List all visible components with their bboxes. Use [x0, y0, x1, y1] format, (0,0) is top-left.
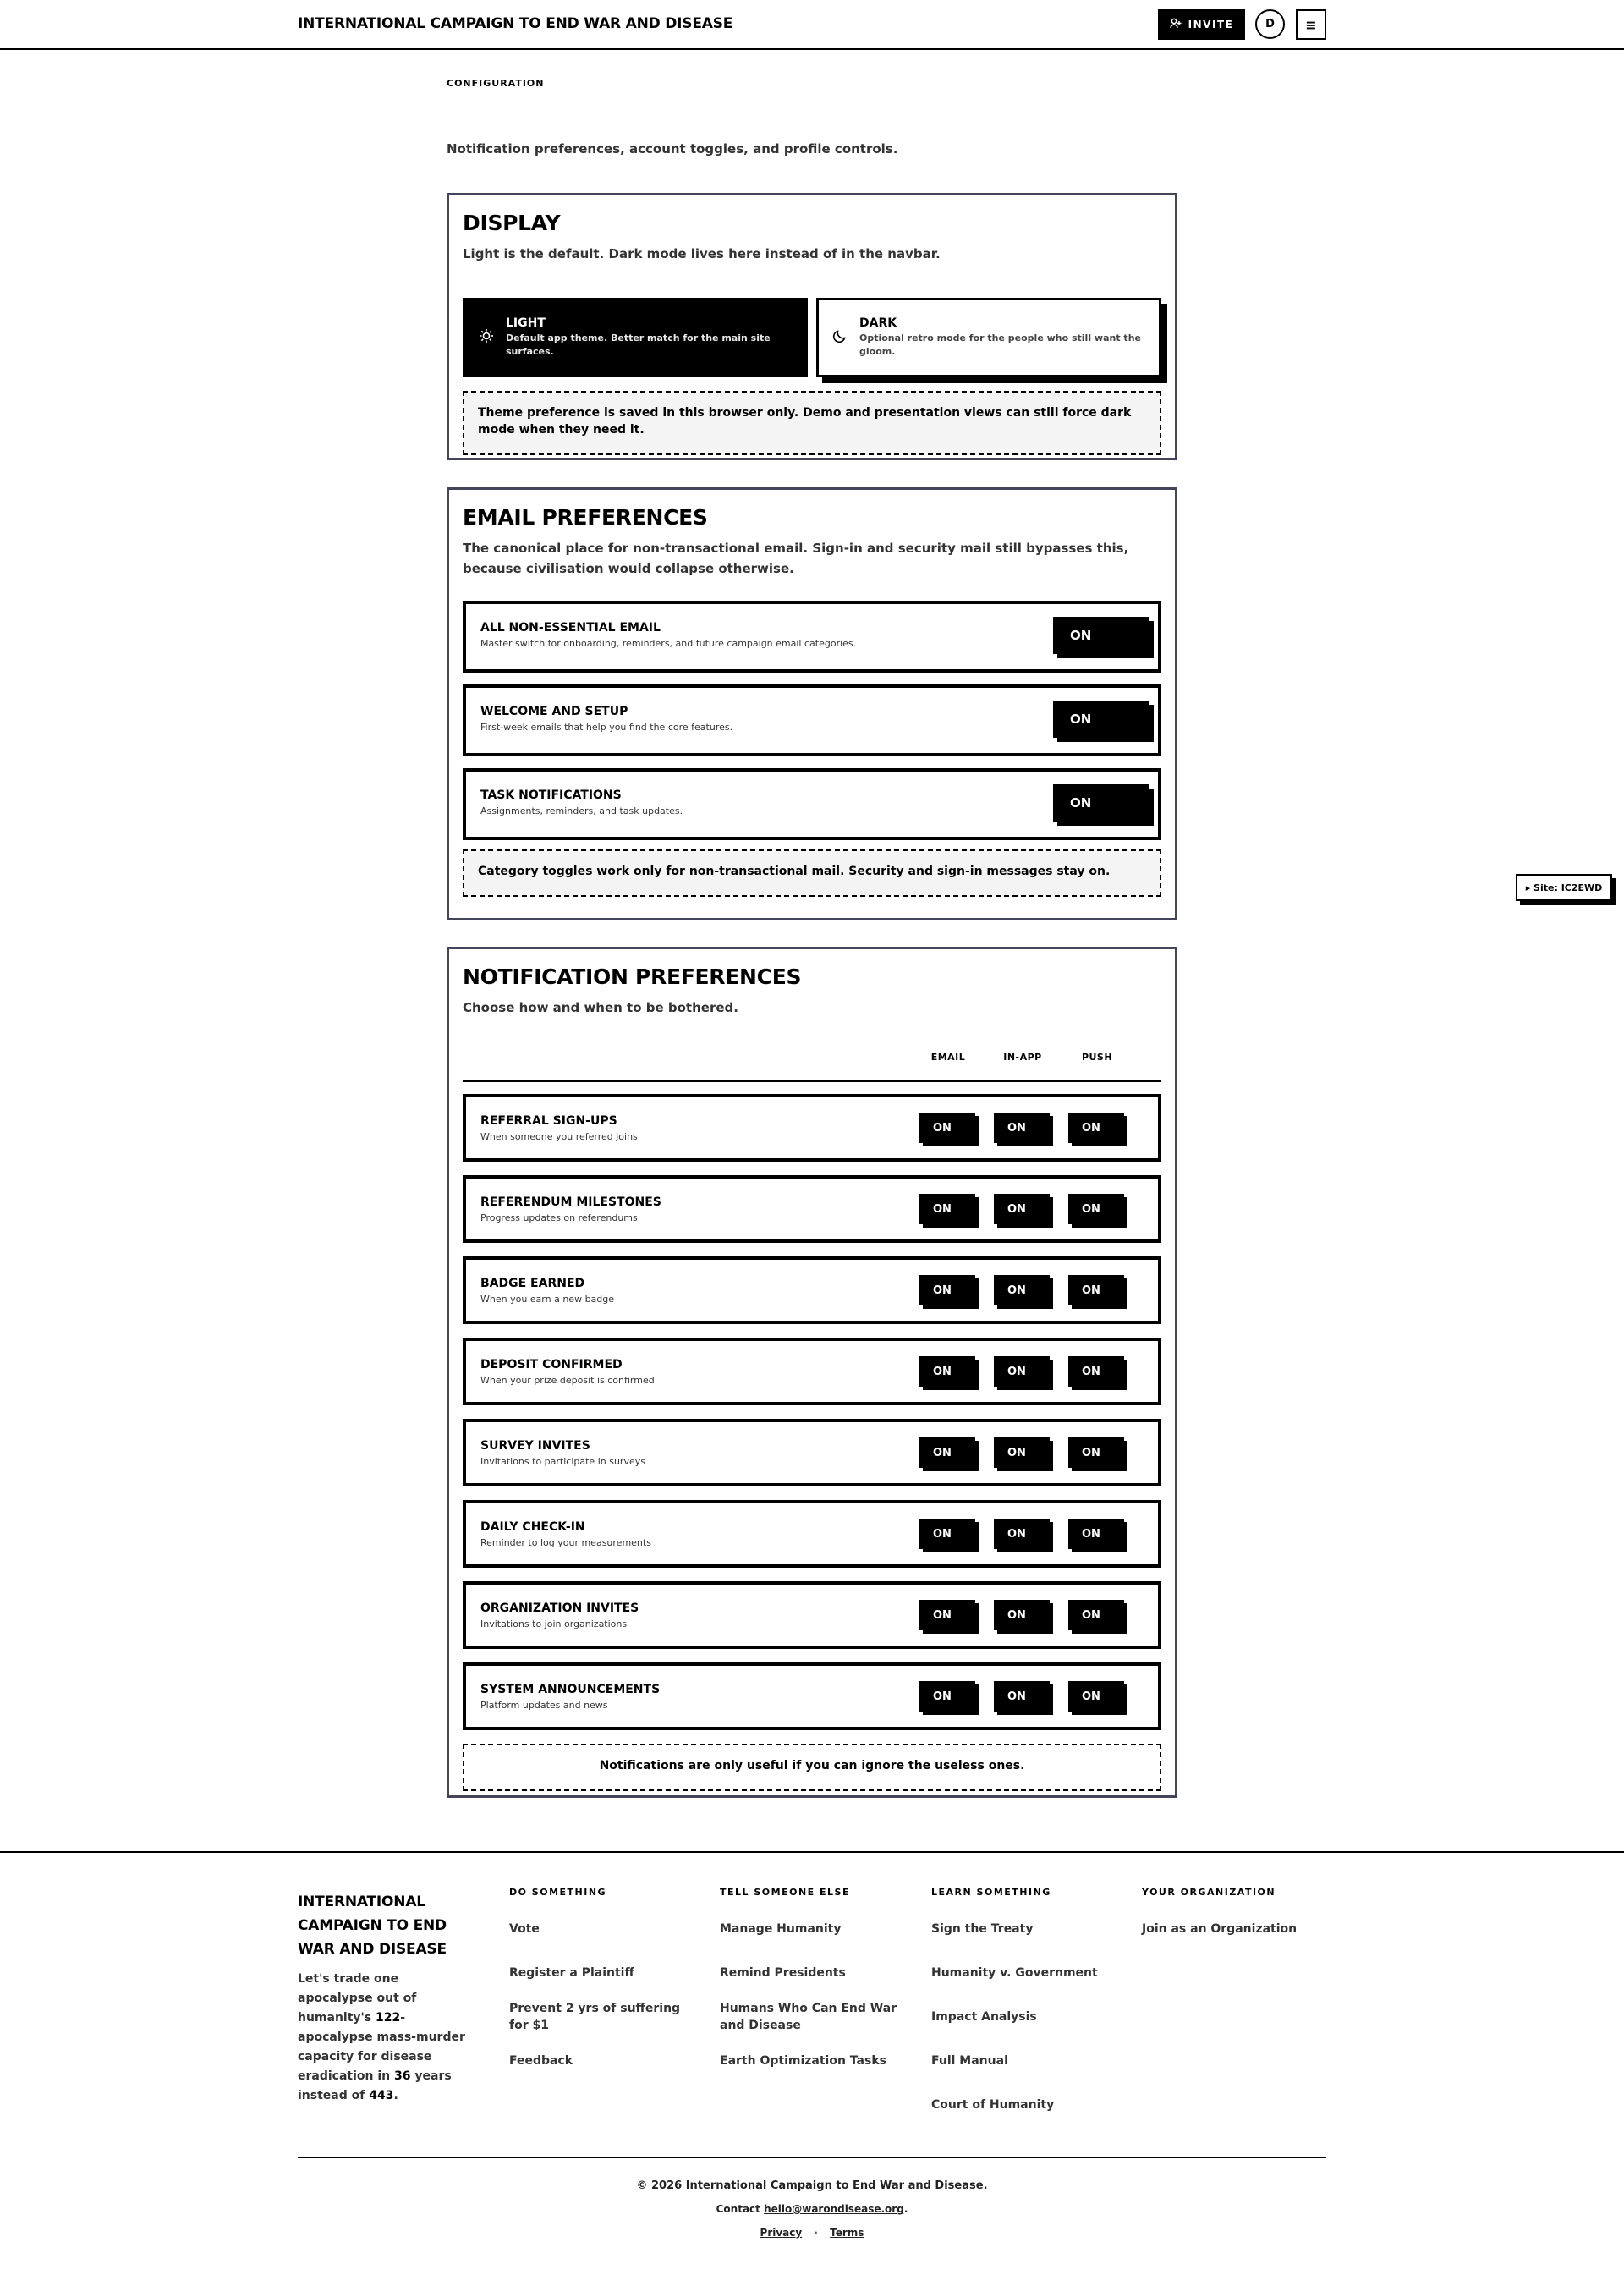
notification-row — [463, 1581, 1161, 1649]
email-toggle-welcome-setup[interactable]: ON — [1053, 701, 1149, 738]
footer-link-vote[interactable]: Vote — [509, 1922, 540, 1936]
notification-row — [463, 1338, 1161, 1405]
moon-icon — [832, 328, 848, 347]
notification-toggle-push[interactable]: ON — [1068, 1113, 1124, 1143]
notification-toggle-push[interactable]: ON — [1068, 1194, 1124, 1224]
privacy-link[interactable]: Privacy — [760, 2227, 803, 2239]
notification-rows — [463, 1094, 1161, 1730]
notification-row-title: BADGE EARNED — [480, 1277, 585, 1290]
notification-row — [463, 1256, 1161, 1324]
tagline-text: years instead of — [298, 2069, 452, 2102]
display-description: Light is the default. Dark mode lives here instead of in the navbar. — [463, 246, 941, 261]
notification-row — [463, 1094, 1161, 1162]
tagline-text: Let's trade one apocalypse out of humanity's — [298, 1972, 417, 2025]
notification-toggle-in-app[interactable]: ON — [994, 1519, 1050, 1549]
theme-dark-title: DARK — [859, 316, 897, 330]
add-user-icon — [1170, 18, 1182, 32]
theme-option-light[interactable] — [463, 298, 808, 377]
contact-prefix: Contact — [716, 2203, 765, 2215]
notification-toggle-in-app[interactable]: ON — [994, 1356, 1050, 1387]
footer-column-do-something — [509, 1887, 695, 2068]
tagline-text: . — [393, 2089, 398, 2102]
contact-suffix: . — [903, 2203, 908, 2215]
email-toggle-task-notifications[interactable]: ON — [1053, 784, 1149, 822]
email-preferences-card — [447, 487, 1177, 920]
notification-toggle-push[interactable]: ON — [1068, 1356, 1124, 1387]
notifications-description: Choose how and when to be bothered. — [463, 1000, 738, 1015]
top-navbar — [0, 0, 1624, 50]
column-header-push: PUSH — [1081, 1052, 1113, 1063]
notification-toggle-email[interactable]: ON — [919, 1437, 975, 1468]
theme-light-subtitle: Default app theme. Better match for the main site surfaces. — [506, 332, 771, 357]
notification-toggle-in-app[interactable]: ON — [994, 1275, 1050, 1305]
site-badge[interactable]: ▸ Site: IC2EWD — [1516, 874, 1612, 901]
email-description: The canonical place for non-transactional email. Sign-in and security mail still bypasses this, because civilisation would collapse otherwise. — [463, 541, 1129, 576]
notifications-title: NOTIFICATION PREFERENCES — [463, 964, 802, 989]
notification-row-title: SURVEY INVITES — [480, 1439, 590, 1453]
notification-toggle-email[interactable]: ON — [919, 1194, 975, 1224]
footer-link-prevent-suffering[interactable]: Prevent 2 yrs of suffering for $1 — [509, 2002, 681, 2032]
footer-link-sign-treaty[interactable]: Sign the Treaty — [931, 1922, 1034, 1936]
notifications-column-headers — [463, 1047, 1161, 1082]
notification-row-title: REFERENDUM MILESTONES — [480, 1195, 661, 1209]
footer-link-humans-who-can[interactable]: Humans Who Can End War and Disease — [720, 2002, 897, 2032]
tagline-text: -apocalypse mass-murder capacity for disease eradication in — [298, 2011, 465, 2083]
column-header-in-app: IN-APP — [1003, 1052, 1042, 1063]
display-card — [447, 193, 1177, 460]
menu-button[interactable] — [1296, 9, 1326, 40]
theme-dark-subtitle: Optional retro mode for the people who still want the gloom. — [859, 332, 1141, 357]
footer-brand[interactable]: INTERNATIONAL CAMPAIGN TO END WAR AND DISEASE — [298, 1893, 447, 1958]
footer-link-humanity-v-government[interactable]: Humanity v. Government — [931, 1966, 1098, 1980]
tagline-number: 122 — [376, 2011, 401, 2025]
notification-toggle-in-app[interactable]: ON — [994, 1113, 1050, 1143]
email-row-title: TASK NOTIFICATIONS — [480, 789, 622, 802]
footer-column-your-organization — [1142, 1887, 1328, 1936]
notification-row — [463, 1175, 1161, 1243]
footer-link-join-organization[interactable]: Join as an Organization — [1142, 1922, 1298, 1936]
theme-options — [463, 298, 1161, 377]
footer — [0, 1851, 1624, 2275]
notification-row-title: REFERRAL SIGN-UPS — [480, 1114, 617, 1128]
notification-row-subtitle: When your prize deposit is confirmed — [480, 1375, 655, 1386]
notification-toggle-email[interactable]: ON — [919, 1681, 975, 1712]
notification-row-subtitle: When someone you referred joins — [480, 1131, 638, 1142]
email-toggle-all-non-essential[interactable]: ON — [1053, 617, 1149, 654]
notification-row-subtitle: When you earn a new badge — [480, 1294, 615, 1305]
notification-row-title: SYSTEM ANNOUNCEMENTS — [480, 1683, 661, 1696]
footer-link-impact-analysis[interactable]: Impact Analysis — [931, 2010, 1037, 2024]
footer-link-feedback[interactable]: Feedback — [509, 2054, 573, 2068]
notification-toggle-push[interactable]: ON — [1068, 1275, 1124, 1305]
notification-row-title: ORGANIZATION INVITES — [480, 1602, 639, 1615]
site-brand[interactable]: INTERNATIONAL CAMPAIGN TO END WAR AND DISEASE — [298, 15, 733, 32]
notification-row — [463, 1419, 1161, 1486]
hamburger-icon: ≡ — [1305, 16, 1317, 33]
display-title: DISPLAY — [463, 211, 561, 235]
footer-link-full-manual[interactable]: Full Manual — [931, 2054, 1008, 2068]
notification-row-title: DEPOSIT CONFIRMED — [480, 1358, 623, 1371]
footer-column-learn-something — [931, 1887, 1117, 2112]
footer-contact — [0, 2203, 1624, 2215]
footer-column-tell-someone-else — [720, 1887, 906, 2068]
email-row-all-non-essential — [463, 601, 1161, 673]
notification-row-subtitle: Invitations to join organizations — [480, 1618, 628, 1629]
notification-toggle-in-app[interactable]: ON — [994, 1600, 1050, 1630]
notification-toggle-email[interactable]: ON — [919, 1275, 975, 1305]
notification-toggle-email[interactable]: ON — [919, 1600, 975, 1630]
notification-toggle-push[interactable]: ON — [1068, 1600, 1124, 1630]
email-rows — [463, 601, 1161, 840]
notification-row — [463, 1662, 1161, 1730]
email-row-subtitle: First-week emails that help you find the core features. — [480, 722, 733, 733]
page-header — [447, 78, 1177, 157]
footer-tagline — [298, 1970, 467, 2106]
email-note: Category toggles work only for non-transactional mail. Security and sign-in messages stay on. — [463, 849, 1161, 897]
notifications-note: Notifications are only useful if you can ignore the useless ones. — [463, 1744, 1161, 1791]
notification-toggle-push[interactable]: ON — [1068, 1681, 1124, 1712]
footer-column-heading: DO SOMETHING — [509, 1887, 607, 1898]
sun-icon — [479, 328, 494, 347]
email-title: EMAIL PREFERENCES — [463, 505, 708, 530]
notification-row-subtitle: Reminder to log your measurements — [480, 1537, 651, 1548]
footer-link-register-plaintiff[interactable]: Register a Plaintiff — [509, 1966, 634, 1980]
notification-row-title: DAILY CHECK-IN — [480, 1520, 585, 1534]
legal-separator: · — [814, 2227, 818, 2239]
footer-link-remind-presidents[interactable]: Remind Presidents — [720, 1966, 846, 1980]
notification-toggle-in-app[interactable]: ON — [994, 1681, 1050, 1712]
notification-toggle-push[interactable]: ON — [1068, 1437, 1124, 1468]
notification-toggle-in-app[interactable]: ON — [994, 1194, 1050, 1224]
column-header-email: EMAIL — [930, 1052, 966, 1063]
email-row-task-notifications — [463, 768, 1161, 840]
notification-row — [463, 1500, 1161, 1568]
notification-toggle-email[interactable]: ON — [919, 1113, 975, 1143]
footer-copyright: © 2026 International Campaign to End War and Disease. — [636, 2179, 988, 2192]
footer-link-court-of-humanity[interactable]: Court of Humanity — [931, 2098, 1055, 2112]
email-row-title: ALL NON-ESSENTIAL EMAIL — [480, 621, 661, 635]
invite-button[interactable] — [1158, 9, 1245, 40]
display-note: Theme preference is saved in this browser only. Demo and presentation views can still force dark mode when they need it. — [463, 391, 1161, 455]
footer-link-manage-humanity[interactable]: Manage Humanity — [720, 1922, 842, 1936]
footer-column-heading: YOUR ORGANIZATION — [1142, 1887, 1276, 1898]
notification-row-subtitle: Invitations to participate in surveys — [480, 1456, 645, 1467]
email-row-subtitle: Assignments, reminders, and task updates. — [480, 805, 683, 816]
footer-column-heading: LEARN SOMETHING — [931, 1887, 1051, 1898]
notification-toggle-email[interactable]: ON — [919, 1356, 975, 1387]
tagline-number: 36 — [394, 2069, 411, 2083]
email-row-subtitle: Master switch for onboarding, reminders, and future campaign email categories. — [480, 638, 857, 649]
contact-email-link[interactable]: hello@warondisease.org — [764, 2203, 904, 2215]
email-row-welcome-setup — [463, 684, 1161, 756]
theme-option-dark[interactable] — [816, 298, 1161, 377]
terms-link[interactable]: Terms — [830, 2227, 864, 2239]
footer-legal-links — [0, 2227, 1624, 2239]
notification-toggle-push[interactable]: ON — [1068, 1519, 1124, 1549]
page-intro: Notification preferences, account toggles, and profile controls. — [447, 141, 898, 157]
notification-row-subtitle: Platform updates and news — [480, 1700, 608, 1711]
page-eyebrow: CONFIGURATION — [447, 78, 545, 89]
invite-label: INVITE — [1188, 19, 1234, 30]
notification-toggle-in-app[interactable]: ON — [994, 1437, 1050, 1468]
footer-column-heading: TELL SOMEONE ELSE — [720, 1887, 850, 1898]
theme-light-title: LIGHT — [506, 316, 546, 330]
notification-preferences-card — [447, 947, 1177, 1798]
user-avatar[interactable]: D — [1255, 9, 1285, 39]
footer-link-earth-optimization[interactable]: Earth Optimization Tasks — [720, 2054, 886, 2068]
notification-toggle-email[interactable]: ON — [919, 1519, 975, 1549]
notification-row-subtitle: Progress updates on referendums — [480, 1212, 638, 1223]
footer-divider — [298, 2157, 1326, 2158]
email-row-title: WELCOME AND SETUP — [480, 705, 628, 718]
tagline-number: 443 — [369, 2089, 394, 2102]
